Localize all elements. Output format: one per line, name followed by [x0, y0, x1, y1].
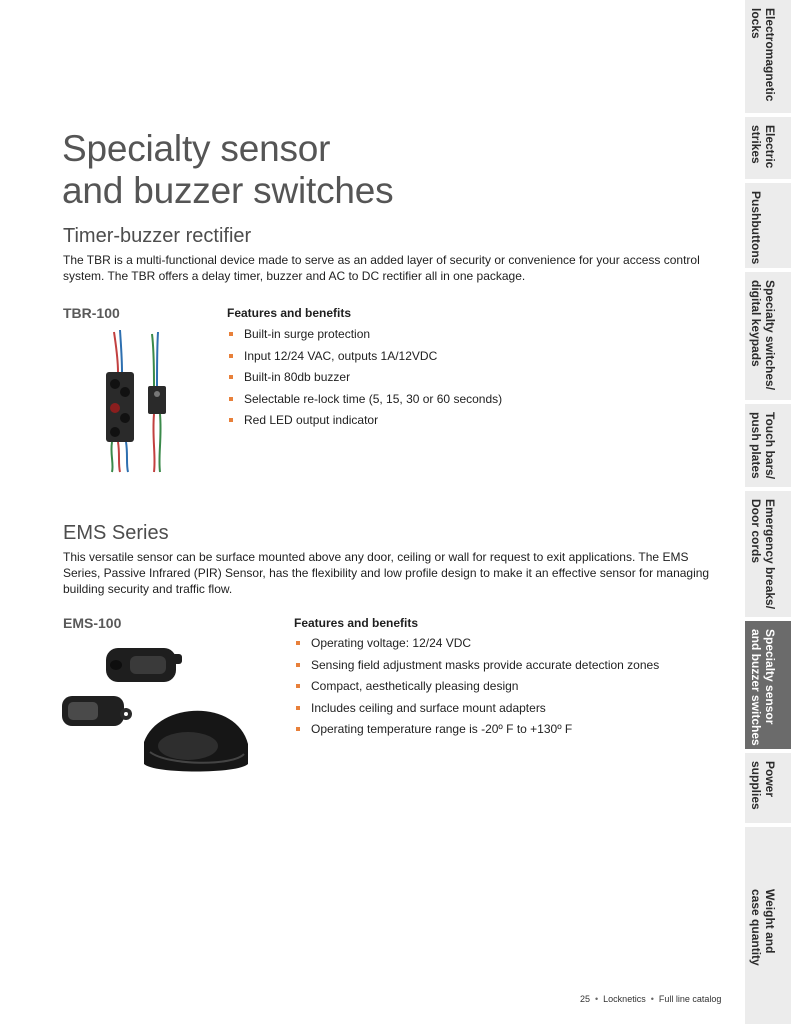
section-heading-tbr: Timer-buzzer rectifier	[63, 225, 252, 247]
section-heading-ems: EMS Series	[63, 522, 169, 544]
tab-label: Electromagnetic locks	[749, 8, 777, 102]
catalog-section-tabs	[745, 0, 791, 1024]
tab-label: Touch bars/ push plates	[749, 412, 777, 480]
tab-electromagnetic-locks[interactable]	[745, 0, 791, 115]
tab-specialty-switches-digital-keypads[interactable]	[745, 272, 791, 402]
feature-item: Sensing field adjustment masks provide accurate detection zones	[294, 655, 659, 677]
tab-emergency-breaks-door-cords[interactable]	[745, 491, 791, 619]
features-list-ems	[294, 633, 659, 741]
feature-item: Selectable re-lock time (5, 15, 30 or 60 seconds)	[227, 389, 502, 411]
tab-label: Specialty sensor and buzzer switches	[749, 629, 777, 746]
tab-label: Power supplies	[749, 761, 777, 810]
ems-100-product-image	[58, 640, 258, 778]
features-list-tbr	[227, 324, 502, 432]
page-number: 25	[580, 994, 591, 1004]
feature-item: Compact, aesthetically pleasing design	[294, 676, 659, 698]
feature-item: Operating temperature range is -20º F to +130º F	[294, 719, 659, 741]
model-label-tbr: TBR-100	[63, 305, 120, 321]
page-title-line-1: Specialty sensor	[62, 128, 331, 169]
footer-separator: •	[650, 994, 654, 1004]
page-footer	[580, 994, 721, 1004]
tab-label: Emergency breaks/ Door cords	[749, 499, 777, 610]
feature-item: Input 12/24 VAC, outputs 1A/12VDC	[227, 346, 502, 368]
section-description-ems: This versatile sensor can be surface mounted above any door, ceiling or wall for request to exit applications. The EMS Series, Passive Infrared (PIR) Sensor, has the flexibility and low profile design to make it an effective sensor for managing building security and traffic flow.	[63, 550, 710, 596]
tab-label: Specialty switches/ digital keypads	[749, 280, 777, 391]
tab-weight-case-quantity[interactable]	[745, 827, 791, 1024]
tab-label: Electric strikes	[749, 125, 777, 169]
feature-item: Built-in 80db buzzer	[227, 367, 502, 389]
footer-catalog: Full line catalog	[658, 994, 722, 1004]
tbr-100-product-image	[100, 328, 180, 474]
tab-power-supplies[interactable]	[745, 753, 791, 825]
tab-touch-bars-push-plates[interactable]	[745, 404, 791, 489]
model-label-ems: EMS-100	[63, 615, 122, 631]
feature-item: Built-in surge protection	[227, 324, 502, 346]
feature-item: Includes ceiling and surface mount adapters	[294, 698, 659, 720]
features-title-ems: Features and benefits	[294, 616, 419, 630]
tab-electric-strikes[interactable]	[745, 117, 791, 181]
tab-specialty-sensor-buzzer-switches[interactable]	[745, 621, 791, 751]
page-title-line-2: and buzzer switches	[62, 170, 394, 211]
tab-pushbuttons[interactable]	[745, 183, 791, 270]
footer-separator: •	[595, 994, 599, 1004]
features-title-tbr: Features and benefits	[227, 306, 352, 320]
feature-item: Red LED output indicator	[227, 410, 502, 432]
tab-label: Pushbuttons	[749, 191, 763, 265]
section-description-tbr: The TBR is a multi-functional device made to serve as an added layer of security or convenience for your access control system. The TBR offers a delay timer, buzzer and AC to DC rectifier all in one package.	[63, 253, 700, 283]
feature-item: Operating voltage: 12/24 VDC	[294, 633, 659, 655]
page-title	[62, 128, 393, 212]
footer-brand: Locknetics	[603, 994, 646, 1004]
tab-label: Weight and case quantity	[749, 889, 777, 966]
